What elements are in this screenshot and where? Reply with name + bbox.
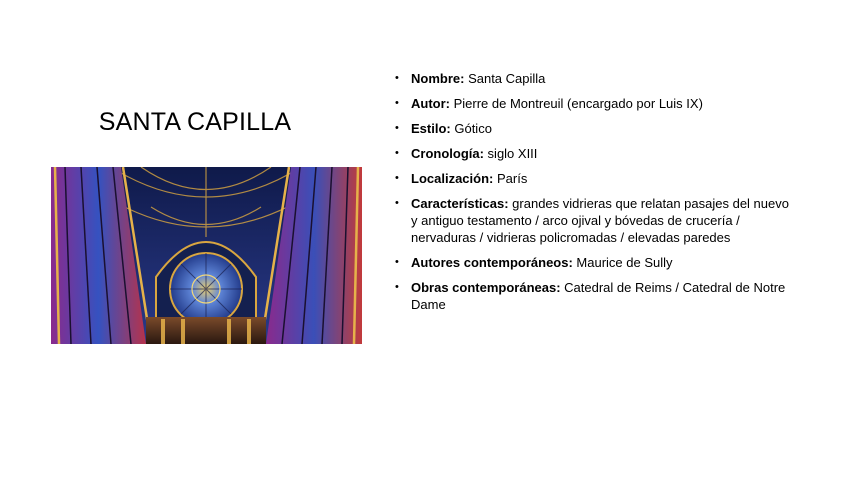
item-value: Catedral de Reims / Catedral de Notre Dame — [411, 280, 786, 312]
item-key: Autor: — [411, 96, 450, 111]
item-key: Características: — [411, 196, 509, 211]
item-value: Maurice de Sully — [572, 255, 673, 270]
bullet-icon: • — [395, 97, 399, 109]
list-item — [393, 170, 793, 187]
facts-list — [393, 70, 793, 321]
item-value: siglo XIII — [483, 146, 538, 161]
slide-title: SANTA CAPILLA — [98, 108, 292, 136]
item-key: Obras contemporáneas: — [411, 280, 561, 295]
bullet-icon: • — [395, 281, 399, 293]
bullet-icon: • — [395, 197, 399, 209]
list-item — [393, 279, 793, 313]
bullet-icon: • — [395, 72, 399, 84]
list-item — [393, 120, 793, 137]
bullet-icon: • — [395, 147, 399, 159]
list-item — [393, 254, 793, 271]
bullet-icon: • — [395, 122, 399, 134]
item-value: Gótico — [450, 121, 492, 136]
bullet-icon: • — [395, 256, 399, 268]
sainte-chapelle-photo — [51, 167, 362, 344]
item-key: Autores contemporáneos: — [411, 255, 573, 270]
item-value: Santa Capilla — [464, 71, 546, 86]
bullet-icon: • — [395, 172, 399, 184]
item-value: Pierre de Montreuil (encargado por Luis IX) — [450, 96, 703, 111]
item-key: Cronología: — [411, 146, 484, 161]
chapel-interior-illustration — [51, 167, 362, 344]
item-key: Estilo: — [411, 121, 451, 136]
item-value: París — [493, 171, 528, 186]
list-item — [393, 195, 793, 246]
item-key: Nombre: — [411, 71, 465, 86]
list-item — [393, 145, 793, 162]
list-item — [393, 70, 793, 87]
item-value: grandes vidrieras que relatan pasajes del nuevo y antiguo testamento / arco ojival y bóvedas de crucería / nervaduras / vidrieras policromadas / elevadas paredes — [411, 196, 789, 245]
list-item — [393, 95, 793, 112]
item-key: Localización: — [411, 171, 494, 186]
